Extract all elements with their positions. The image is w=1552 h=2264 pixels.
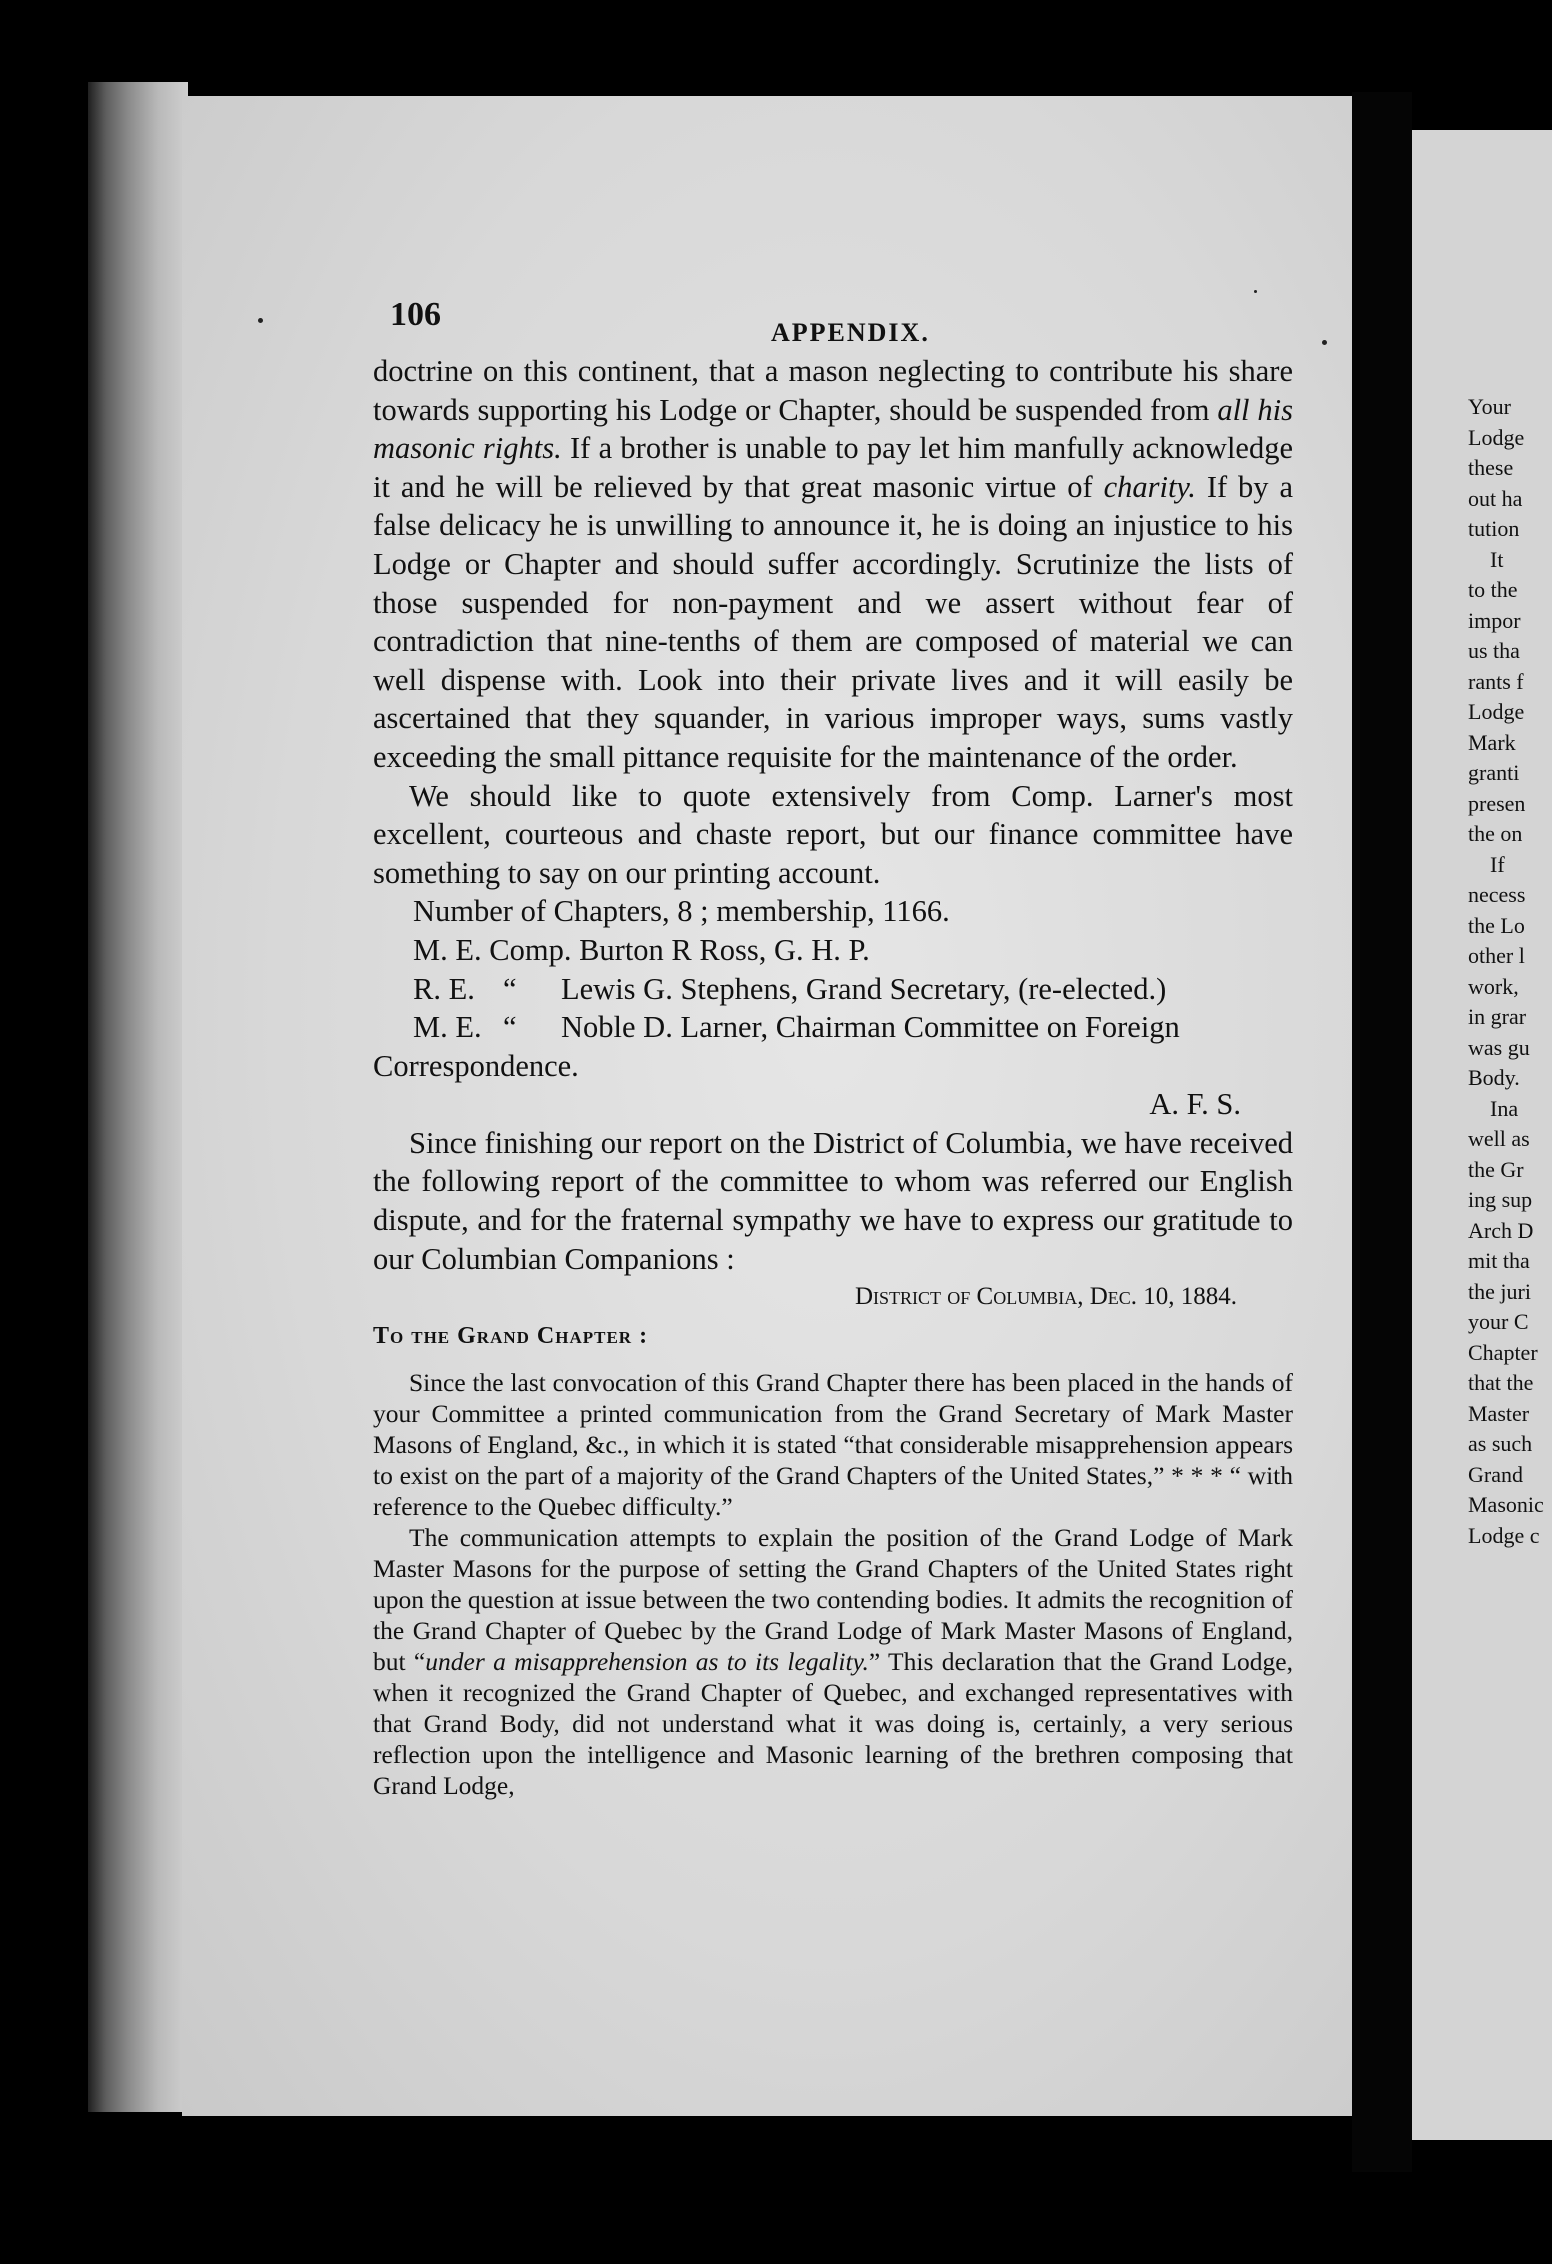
right-line: work, — [1468, 973, 1519, 999]
page-speck — [1322, 340, 1327, 345]
paragraph-1: doctrine on this continent, that a mason neglecting to contribute his share towards supporting his Lodge or Chapter, should be suspended from all his masonic rights. If a brother is unable to pay let him manfully acknowledge it and he will be relieved by that great masonic virtue of charity. If by a false delicacy he is unwilling to announce it, he is doing an injustice to his Lodge or Chapter and should suffer accordingly. Scrutinize the lists of those suspended for non-payment and we assert without fear of contradiction that nine-tenths of them are composed of material we can well dispense with. Look into their private lives and it will easily be ascertained that they squander, in various improper ways, sums vastly exceeding the small pittance requisite for the maintenance of the order. — [373, 354, 1294, 774]
right-line: Mark — [1468, 729, 1516, 755]
right-line: Lodge — [1468, 699, 1525, 724]
right-line: Your — [1468, 394, 1512, 419]
right-line: your C — [1468, 1309, 1529, 1334]
officer-secretary: R. E. “ Lewis G. Stephens, Grand Secretary, (re-elected.) — [413, 971, 1167, 1006]
signature-initials: A. F. S. — [1149, 1087, 1241, 1122]
right-line: Body. — [1468, 1065, 1520, 1090]
right-line: the Gr — [1468, 1156, 1524, 1182]
salutation: To the Grand Chapter : — [373, 1322, 649, 1349]
chapter-stats: Number of Chapters, 8 ; membership, 1166. — [413, 894, 950, 929]
officer-ghp: M. E. Comp. Burton R Ross, G. H. P. — [413, 932, 870, 967]
report-paragraph-2: The communication attempts to explain the position of the Grand Lodge of Mark Master Masons for the purpose of setting the Grand Chapters of the United States right upon the question at issue between the two contending bodies. It admits the recognition of the Grand Chapter of Quebec by the Grand Lodge of Mark Master Masons of England, but “under a misapprehension as to its legality.” This declaration that the Grand Lodge, when it recognized the Grand Chapter of Quebec, and exchanged representatives with that Grand Body, did not understand what it was doing is, certainly, a very serious reflection upon the intelligence and Masonic learning of the brethren composing that Grand Lodge, — [373, 1523, 1293, 1801]
right-line: ing sup — [1468, 1187, 1533, 1212]
right-line: Master — [1468, 1400, 1530, 1426]
right-line: Arch D — [1468, 1217, 1534, 1243]
right-line: Chapter — [1468, 1339, 1538, 1365]
right-line: to the — [1468, 577, 1518, 602]
right-line: these — [1468, 455, 1514, 480]
right-line: the Lo — [1468, 912, 1525, 938]
right-line: Ina — [1490, 1095, 1519, 1121]
right-line: Lodge — [1468, 424, 1525, 450]
right-line: Masonic — [1468, 1492, 1544, 1517]
right-line: Lodge c — [1468, 1522, 1540, 1548]
main-text — [373, 352, 1293, 1801]
emphasis-charity: charity. — [1103, 469, 1196, 504]
right-line: presen — [1468, 790, 1526, 816]
page-gutter — [1352, 92, 1412, 2172]
right-line: the juri — [1468, 1278, 1531, 1304]
right-page-text — [1468, 392, 1552, 1551]
committee-report — [373, 1367, 1293, 1801]
page-number: 106 — [390, 296, 441, 333]
report-paragraph-1: Since the last convocation of this Grand Chapter there has been placed in the hands of your Committee a printed communication from the Grand Secretary of Mark Master Masons of England, &c., in which it is stated “that considerable misapprehension appears to exist on the part of a majority of the Grand Chapters of the United States,” * * * “ with reference to the Quebec difficulty.” — [373, 1368, 1293, 1522]
right-line: the on — [1468, 821, 1523, 846]
right-line: that the — [1468, 1370, 1534, 1395]
right-line: impor — [1468, 607, 1521, 633]
right-line: in grar — [1468, 1004, 1527, 1029]
paragraph-3: Since finishing our report on the District of Columbia, we have received the following report of the committee to whom was referred our English dispute, and for the fraternal sympathy we have to express our gratitude to our Columbian Companions : — [373, 1125, 1293, 1276]
right-line: out ha — [1468, 485, 1523, 511]
right-line: other l — [1468, 943, 1525, 968]
emphasis-masonic-rights: all his masonic rights. — [373, 392, 1293, 466]
right-line: rants f — [1468, 668, 1524, 694]
place-date: District of Columbia, Dec. 10, 1884. — [854, 1283, 1237, 1311]
right-line: necess — [1468, 882, 1526, 907]
right-line: Grand — [1468, 1461, 1523, 1487]
right-line: us tha — [1468, 638, 1520, 663]
book-spine — [88, 82, 188, 2112]
page-header — [390, 296, 1290, 346]
page-speck — [1254, 290, 1257, 293]
officer-chairman: M. E. “ Noble D. Larner, Chairman Committee on Foreign — [413, 1010, 1180, 1045]
right-line: well as — [1468, 1126, 1530, 1151]
right-line: tution — [1468, 516, 1520, 541]
right-line: If — [1490, 851, 1505, 877]
right-line: as such — [1468, 1431, 1533, 1456]
paragraph-2: We should like to quote extensively from Comp. Larner's most excellent, courteous and chaste report, but our finance committee have something to say on our printing account. — [373, 778, 1293, 890]
emphasis-misapprehension: under a misapprehension as to its legality. — [425, 1647, 869, 1677]
right-line: mit tha — [1468, 1248, 1530, 1273]
right-line: granti — [1468, 760, 1520, 785]
page-speck — [258, 318, 263, 323]
correspondence-line: Correspondence. — [373, 1048, 579, 1083]
right-line: was gu — [1468, 1034, 1530, 1060]
right-line: It — [1490, 546, 1504, 572]
running-head: APPENDIX. — [771, 318, 930, 347]
